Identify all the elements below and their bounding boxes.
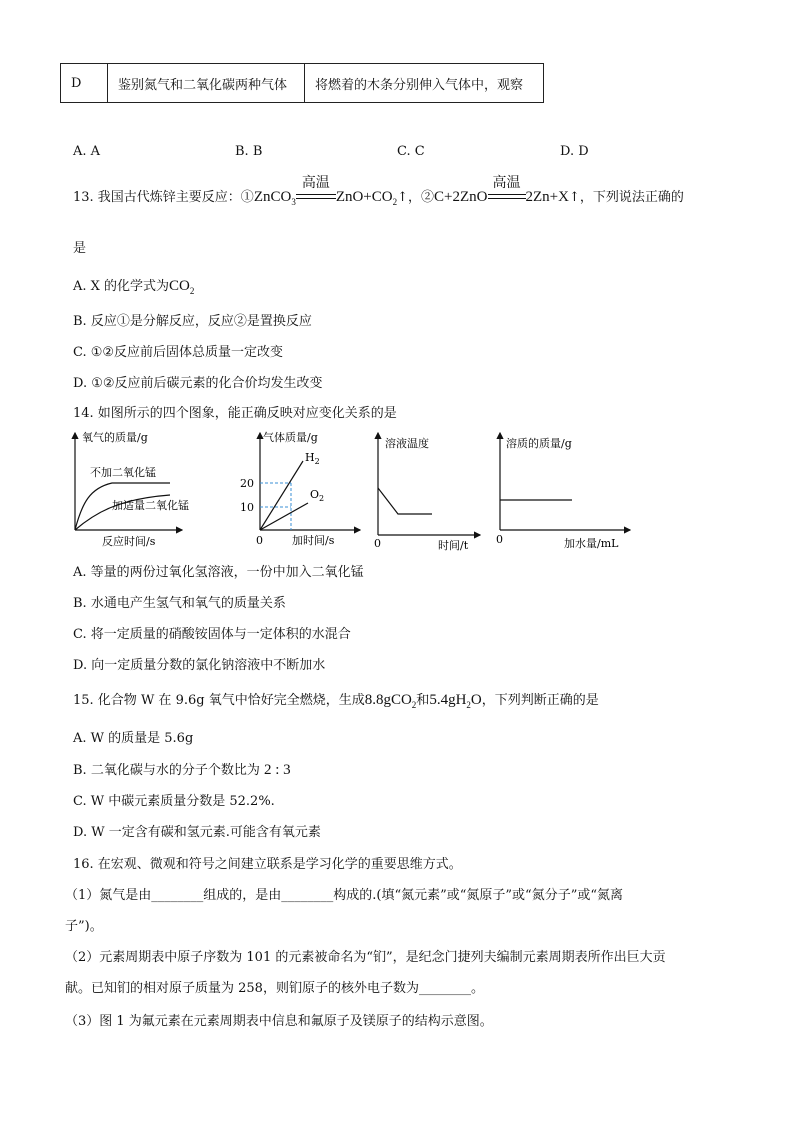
g4-xlabel: 加水量/mL (564, 537, 619, 550)
g2-h2-label: $H_2$ (305, 451, 320, 466)
table-cell-method: 将燃着的木条分别伸入气体中，观察 (305, 64, 544, 103)
table-cell-letter: D (61, 64, 108, 103)
condition-equals-2: 高温 (488, 190, 526, 205)
g1-curve2-label: 加适量二氧化锰 (112, 499, 189, 512)
q15-option-d: D. W 一定含有碳和氢元素.可能含有氧元素 (73, 825, 321, 840)
g2-ylabel: 气体质量/g (263, 431, 318, 444)
g2-xlabel: 加时间/s (292, 534, 335, 547)
options-table (60, 63, 544, 103)
condition-equals-1: 高温 (296, 190, 336, 205)
graph-gas-mass (240, 430, 360, 547)
r1-reactant: ZnCO$_3$ (253, 189, 296, 207)
graph-oxygen-mass (75, 430, 189, 548)
q14-option-a: A. 等量的两份过氧化氢溶液，一份中加入二氧化锰 (73, 565, 364, 580)
q13-stem-cont: 是 (73, 241, 87, 256)
q16-part1-line1: （1）氮气是由________组成的，是由________构成的.(填“氮元素”或“氮原子”或“氮分子”或“氮离 (65, 888, 623, 903)
q16-part2-line1: （2）元素周期表中原子序数为 101 的元素被命名为“钔”，是纪念门捷列夫编制元素周期表所作出巨大贡 (65, 950, 666, 965)
temperature-curve (378, 488, 432, 514)
g2-tick-20: 20 (240, 477, 254, 490)
g3-ylabel: 溶液温度 (385, 437, 429, 450)
g2-o2-label: $O_2$ (310, 488, 325, 503)
q12-option-a: A. A (73, 144, 101, 159)
g2-origin: 0 (256, 534, 263, 547)
q15-option-c: C. W 中碳元素质量分数是 52.2%. (73, 794, 275, 809)
up-arrow-icon: ↑ (568, 190, 580, 205)
q15-stem: 15. 化合物 W 在 9.6g 氧气中恰好完全燃烧，生成8.8gCO$_2$和$5.4gH_2O$，下列判断正确的是 (73, 692, 599, 710)
graph-solution-temperature (374, 433, 480, 552)
q13-option-b: B. 反应①是分解反应，反应②是置换反应 (73, 314, 312, 329)
q14-graphs (60, 425, 740, 553)
r1-products: $ZnO+CO_2$ (335, 189, 398, 207)
r2-reactants: C+2ZnO (434, 189, 488, 205)
q12-option-d: D. D (560, 144, 589, 159)
q14-option-d: D. 向一定质量分数的氯化钠溶液中不断加水 (73, 658, 326, 673)
q12-option-b: B. B (235, 144, 263, 159)
q15-option-a: A. W 的质量是 5.6g (73, 731, 194, 746)
h2-line (260, 461, 303, 530)
g2-tick-10: 10 (240, 501, 254, 514)
g3-xlabel: 时间/t (438, 539, 469, 552)
g1-ylabel: 氧气的质量/g (82, 431, 148, 444)
r2-products: 2Zn+X (525, 189, 569, 205)
q14-option-b: B. 水通电产生氢气和氧气的质量关系 (73, 596, 286, 611)
q12-option-c: C. C (397, 144, 425, 159)
g4-ylabel: 溶质的质量/g (506, 437, 572, 450)
graph-solute-mass (496, 433, 630, 550)
table-cell-purpose: 鉴别氮气和二氧化碳两种气体 (108, 64, 305, 103)
q14-option-c: C. 将一定质量的硝酸铵固体与一定体积的水混合 (73, 627, 351, 642)
up-arrow-icon: ↑ (397, 190, 409, 205)
g1-curve1-label: 不加二氧化锰 (90, 466, 156, 479)
q16-part1-line2: 子”)。 (65, 919, 103, 934)
q16-part2-line2: 献。已知钔的相对原子质量为 258，则钔原子的核外电子数为________。 (65, 981, 484, 996)
q13-option-d: D. ①②反应前后碳元素的化合价均发生改变 (73, 376, 323, 391)
q13-option-c: C. ①②反应前后固体总质量一定改变 (73, 345, 284, 360)
q14-stem: 14. 如图所示的四个图象，能正确反映对应变化关系的是 (73, 406, 397, 421)
q13-stem: 13. 我国古代炼锌主要反应：①ZnCO$_3$ 高温 $ZnO+CO_2↑$，②C+2ZnO 高温 2Zn+X↑，下列说法正确的 (73, 175, 684, 207)
q16-part3-line1: （3）图 1 为氟元素在元素周期表中信息和氟原子及镁原子的结构示意图。 (65, 1014, 493, 1029)
q16-stem: 16. 在宏观、微观和符号之间建立联系是学习化学的重要思维方式。 (73, 857, 462, 872)
g3-origin: 0 (374, 537, 381, 550)
q13-option-a: A. X 的化学式为$CO_2$ (73, 278, 195, 296)
q15-option-b: B. 二氧化碳与水的分子个数比为 2 : 3 (73, 762, 291, 778)
g1-xlabel: 反应时间/s (102, 535, 156, 548)
g4-origin: 0 (496, 533, 503, 546)
table-row (61, 64, 544, 103)
